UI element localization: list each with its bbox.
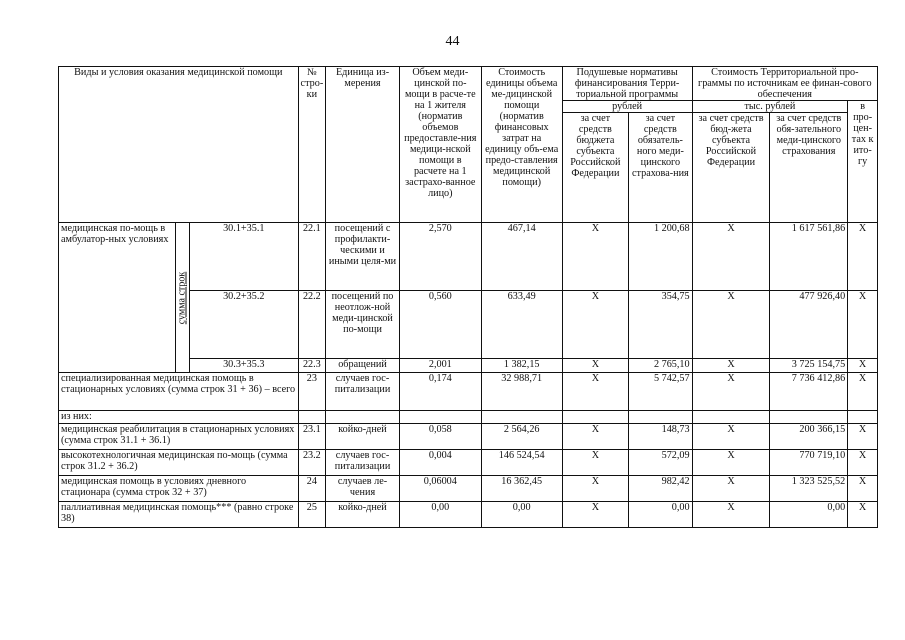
header-pc-budget: за счет средств бюджета субъекта Российской Федерации — [562, 113, 629, 223]
row-pct: X — [848, 373, 878, 411]
row-t-oms: 770 719,10 — [770, 450, 848, 476]
row-cost: 0,00 — [481, 502, 562, 528]
group-row-pc-oms: 2 765,10 — [629, 359, 692, 373]
row-t-budget: X — [692, 450, 770, 476]
row-no: 23.2 — [298, 450, 326, 476]
header-percapita: Подушевые нормативы финансирования Терри-ториальной программы — [562, 67, 692, 101]
group-row-t-oms: 3 725 154,75 — [770, 359, 848, 373]
header-pc-oms: за счет средств обязатель-ного меди-цинского страхова-ния — [629, 113, 692, 223]
row-no: 23 — [298, 373, 326, 411]
group-row-cost: 1 382,15 — [481, 359, 562, 373]
row-label: медицинская помощь в условиях дневного стационара (сумма строк 32 + 37) — [59, 476, 299, 502]
header-volume: Объем меди-цинской по-мощи в расче-те на 1 жителя (норматив объемов предоставле-ния медици-нской помощи в расчете на 1 застрахо-ванное лицо) — [399, 67, 481, 223]
row-t-oms: 0,00 — [770, 502, 848, 528]
group-row-t-budget: X — [692, 223, 770, 291]
group-row-sum: 30.1+35.1 — [190, 223, 299, 291]
row-pct: X — [848, 476, 878, 502]
header-t-oms: за счет средств обя-зательного меди-цинского страхования — [770, 113, 848, 223]
row-t-oms — [770, 411, 848, 424]
group-row-sum: 30.3+35.3 — [190, 359, 299, 373]
row-pc-oms: 5 742,57 — [629, 373, 692, 411]
group-row-pct: X — [848, 291, 878, 359]
row-t-budget: X — [692, 373, 770, 411]
row-unit: случаев гос-питализации — [326, 450, 400, 476]
group-row-volume: 2,001 — [399, 359, 481, 373]
row-t-budget: X — [692, 424, 770, 450]
group-row-pc-budget: X — [562, 223, 629, 291]
header-territorial: Стоимость Территориальной про-граммы по источникам ее финан-сового обеспечения — [692, 67, 877, 101]
row-pc-budget: X — [562, 373, 629, 411]
row-pc-oms — [629, 411, 692, 424]
row-unit: койко-дней — [326, 424, 400, 450]
group-row-volume: 0,560 — [399, 291, 481, 359]
group-row-unit: обращений — [326, 359, 400, 373]
row-no: 24 — [298, 476, 326, 502]
row-label: паллиативная медицинская помощь*** (равно строке 38) — [59, 502, 299, 528]
row-cost: 16 362,45 — [481, 476, 562, 502]
group-row-pc-budget: X — [562, 291, 629, 359]
row-unit: койко-дней — [326, 502, 400, 528]
group-row-no: 22.2 — [298, 291, 326, 359]
row-unit: случаев гос-питализации — [326, 373, 400, 411]
header-unit-rub: рублей — [562, 101, 692, 113]
row-no: 23.1 — [298, 424, 326, 450]
group-row-cost: 467,14 — [481, 223, 562, 291]
row-pct: X — [848, 502, 878, 528]
group-row-t-budget: X — [692, 359, 770, 373]
group-row-pct: X — [848, 223, 878, 291]
group-row-sum: 30.2+35.2 — [190, 291, 299, 359]
row-pc-oms: 572,09 — [629, 450, 692, 476]
group-row-unit: посещений с профилакти-ческими и иными целя-ми — [326, 223, 400, 291]
header-row-no: № стро-ки — [298, 67, 326, 223]
page-number: 44 — [445, 34, 460, 49]
group-label: медицинская по-мощь в амбулатор-ных условиях — [59, 223, 176, 373]
group-vertical-cell — [175, 223, 189, 373]
group-vertical-label: сумма строк — [176, 271, 188, 324]
group-row-no: 22.3 — [298, 359, 326, 373]
group-row-no: 22.1 — [298, 223, 326, 291]
row-cost: 146 524,54 — [481, 450, 562, 476]
row-t-oms: 200 366,15 — [770, 424, 848, 450]
row-pct: X — [848, 424, 878, 450]
group-row-volume: 2,570 — [399, 223, 481, 291]
row-volume — [399, 411, 481, 424]
row-t-budget — [692, 411, 770, 424]
row-unit — [326, 411, 400, 424]
row-pc-budget: X — [562, 450, 629, 476]
financing-table — [58, 66, 878, 528]
row-pc-oms: 148,73 — [629, 424, 692, 450]
header-unit-thrub: тыс. рублей — [692, 101, 848, 113]
row-pct: X — [848, 450, 878, 476]
row-pct — [848, 411, 878, 424]
row-cost: 32 988,71 — [481, 373, 562, 411]
row-pc-budget: X — [562, 502, 629, 528]
row-volume: 0,00 — [399, 502, 481, 528]
group-row-pc-oms: 1 200,68 — [629, 223, 692, 291]
row-volume: 0,058 — [399, 424, 481, 450]
row-pc-budget: X — [562, 476, 629, 502]
row-label: высокотехнологичная медицинская по-мощь (сумма строк 31.2 + 36.2) — [59, 450, 299, 476]
row-unit: случаев ле-чения — [326, 476, 400, 502]
row-t-budget: X — [692, 502, 770, 528]
group-row-t-oms: 1 617 561,86 — [770, 223, 848, 291]
row-volume: 0,06004 — [399, 476, 481, 502]
row-pc-oms: 0,00 — [629, 502, 692, 528]
row-t-oms: 1 323 525,52 — [770, 476, 848, 502]
group-row-unit: посещений по неотлож-ной меди-цинской по-мощи — [326, 291, 400, 359]
row-pc-oms: 982,42 — [629, 476, 692, 502]
row-cost — [481, 411, 562, 424]
group-row-pc-oms: 354,75 — [629, 291, 692, 359]
row-pc-budget — [562, 411, 629, 424]
group-row-pct: X — [848, 359, 878, 373]
header-t-budget: за счет средств бюд-жета субъекта Российской Федерации — [692, 113, 770, 223]
row-label: из них: — [59, 411, 299, 424]
row-cost: 2 564,26 — [481, 424, 562, 450]
group-row-pc-budget: X — [562, 359, 629, 373]
header-unit: Единица из-мерения — [326, 67, 400, 223]
row-label: медицинская реабилитация в стационарных условиях (сумма строк 31.1 + 36.1) — [59, 424, 299, 450]
header-percent: в про-цен-тах к ито-гу — [848, 101, 878, 223]
row-no — [298, 411, 326, 424]
row-no: 25 — [298, 502, 326, 528]
group-row-cost: 633,49 — [481, 291, 562, 359]
row-pc-budget: X — [562, 424, 629, 450]
header-types: Виды и условия оказания медицинской помощи — [59, 67, 299, 223]
header-cost: Стоимость единицы объема ме-дицинской помощи (норматив финансовых затрат на единицу объ-ема предо-ставления медицинской помощи) — [481, 67, 562, 223]
row-t-budget: X — [692, 476, 770, 502]
row-label: специализированная медицинская помощь в стационарных условиях (сумма строк 31 + 36) – всего — [59, 373, 299, 411]
group-row-t-budget: X — [692, 291, 770, 359]
row-volume: 0,174 — [399, 373, 481, 411]
row-t-oms: 7 736 412,86 — [770, 373, 848, 411]
group-row-t-oms: 477 926,40 — [770, 291, 848, 359]
row-volume: 0,004 — [399, 450, 481, 476]
